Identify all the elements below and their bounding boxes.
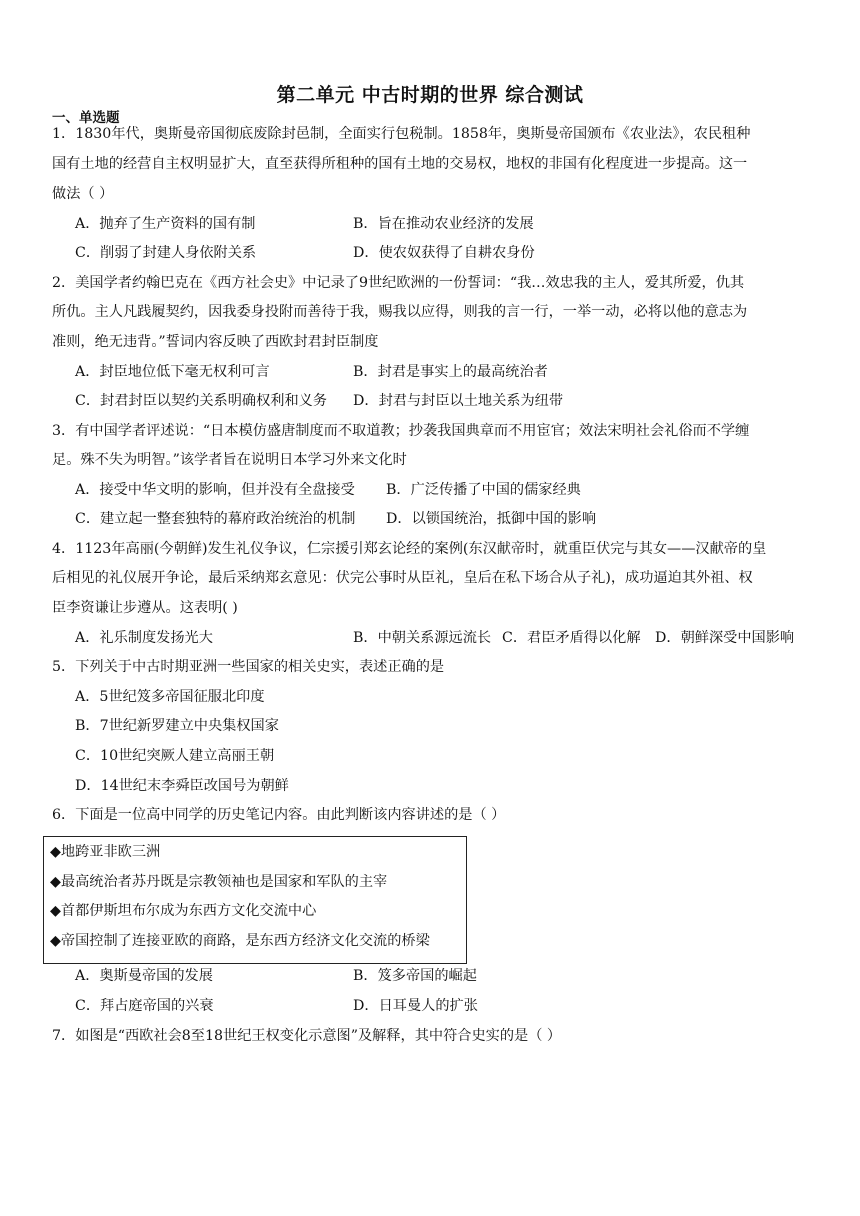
note-item: ◆最高统治者苏丹既是宗教领袖也是国家和军队的主宰	[50, 874, 388, 890]
question-3-option-d[interactable]: D．以锁国统治，抵御中国的影响	[386, 511, 597, 527]
question-6-option-b[interactable]: B．笈多帝国的崛起	[353, 968, 477, 984]
question-2-option-b[interactable]: B．封君是事实上的最高统治者	[353, 364, 548, 380]
question-4-option-d[interactable]: D．朝鲜深受中国影响	[655, 630, 795, 646]
question-4-option-a[interactable]: A．礼乐制度发扬光大	[75, 630, 213, 646]
question-6-option-d[interactable]: D．日耳曼人的扩张	[353, 998, 478, 1014]
question-3-line-2: 足。殊不失为明智。”该学者旨在说明日本学习外来文化时	[52, 452, 407, 468]
question-2-option-d[interactable]: D．封君与封臣以土地关系为纽带	[353, 393, 564, 409]
question-3-option-b[interactable]: B．广泛传播了中国的儒家经典	[386, 482, 581, 498]
question-1-line-1: 1．1830年代，奥斯曼帝国彻底废除封邑制，全面实行包税制。1858年，奥斯曼帝国颁布《农业法》，农民租种	[52, 126, 751, 142]
question-5-line-1: 5．下列关于中古时期亚洲一些国家的相关史实，表述正确的是	[52, 659, 445, 675]
question-6-line-1: 6．下面是一位高中同学的历史笔记内容。由此判断该内容讲述的是（ ）	[52, 807, 506, 823]
question-2-line-2: 所仇。主人凡践履契约，因我委身投附而善待于我，赐我以应得，则我的言一行，一举一动，必将以他的意志为	[52, 304, 748, 320]
question-3-line-1: 3．有中国学者评述说：“日本模仿盛唐制度而不取道教；抄袭我国典章而不用宦官；效法宋明社会礼俗而不学缠	[52, 423, 750, 439]
question-3-option-c[interactable]: C．建立起一整套独特的幕府政治统治的机制	[75, 511, 356, 527]
question-4-line-2: 后相见的礼仪展开争论，最后采纳郑玄意见：伏完公事时从臣礼，皇后在私下场合从子礼)，成功逼迫其外祖、权	[52, 570, 753, 586]
question-2-line-1: 2．美国学者约翰巴克在《西方社会史》中记录了9世纪欧洲的一份誓词：“我…效忠我的主人，爱其所爱，仇其	[52, 275, 745, 291]
question-3-option-a[interactable]: A．接受中华文明的影响，但并没有全盘接受	[75, 482, 355, 498]
note-item: ◆首都伊斯坦布尔成为东西方文化交流中心	[50, 903, 317, 919]
question-4-line-1: 4．1123年高丽(今朝鲜)发生礼仪争议，仁宗援引郑玄论经的案例(东汉献帝时，就重臣伏完与其女——汉献帝的皇	[52, 541, 767, 557]
section-heading: 一、单选题	[52, 110, 120, 126]
document-title: 第二单元 中古时期的世界 综合测试	[276, 84, 584, 106]
note-item: ◆帝国控制了连接亚欧的商路，是东西方经济文化交流的桥梁	[50, 933, 430, 949]
question-2-option-c[interactable]: C．封君封臣以契约关系明确权利和义务	[75, 393, 328, 409]
question-1-option-b[interactable]: B．旨在推动农业经济的发展	[353, 216, 534, 232]
question-4-option-c[interactable]: C．君臣矛盾得以化解	[502, 630, 641, 646]
question-6-option-c[interactable]: C．拜占庭帝国的兴衰	[75, 998, 214, 1014]
question-2-option-a[interactable]: A．封臣地位低下毫无权利可言	[75, 364, 270, 380]
question-5-option-a[interactable]: A．5世纪笈多帝国征服北印度	[75, 689, 265, 705]
question-7-line-1: 7．如图是“西欧社会8至18世纪王权变化示意图”及解释，其中符合史实的是（ ）	[52, 1028, 562, 1044]
question-1-option-c[interactable]: C．削弱了封建人身依附关系	[75, 245, 257, 261]
question-4-option-b[interactable]: B．中朝关系源远流长	[353, 630, 492, 646]
question-1-option-a[interactable]: A．抛弃了生产资料的国有制	[75, 216, 256, 232]
question-1-line-3: 做法（ ）	[52, 186, 114, 202]
question-6-option-a[interactable]: A．奥斯曼帝国的发展	[75, 968, 213, 984]
question-1-option-d[interactable]: D．使农奴获得了自耕农身份	[353, 245, 535, 261]
question-4-line-3: 臣李资谦让步遵从。这表明( )	[52, 600, 238, 616]
question-5-option-c[interactable]: C．10世纪突厥人建立高丽王朝	[75, 748, 275, 764]
note-item: ◆地跨亚非欧三洲	[50, 844, 161, 860]
question-1-line-2: 国有土地的经营自主权明显扩大，直至获得所租种的国有土地的交易权，地权的非国有化程度进一步提高。这一	[52, 156, 748, 172]
question-5-option-d[interactable]: D．14世纪末李舜臣改国号为朝鲜	[75, 778, 289, 794]
question-5-option-b[interactable]: B．7世纪新罗建立中央集权国家	[75, 718, 279, 734]
question-2-line-3: 准则，绝无违背。”誓词内容反映了西欧封君封臣制度	[52, 334, 379, 350]
